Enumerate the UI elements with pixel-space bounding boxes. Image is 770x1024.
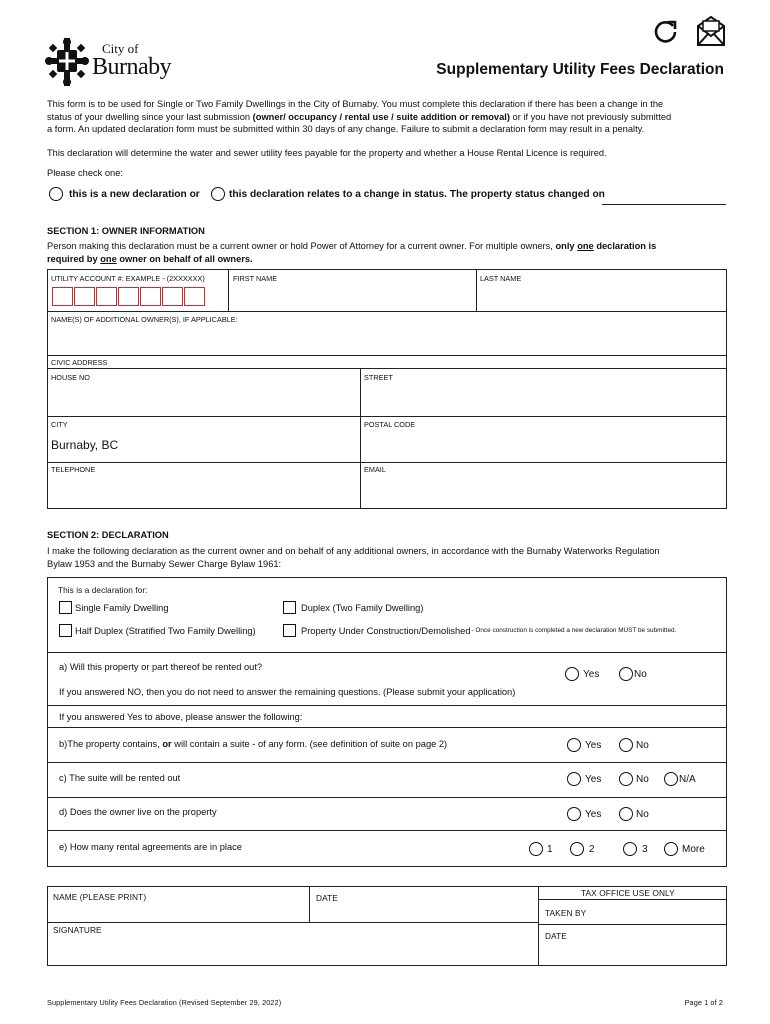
footer-page-number: Page 1 of 2 — [684, 998, 723, 1007]
single-family-checkbox[interactable] — [59, 601, 72, 614]
single-family-option[interactable] — [59, 601, 169, 614]
postal-code-field[interactable] — [363, 431, 723, 460]
logo-burnaby: Burnaby — [92, 54, 172, 80]
divider — [47, 797, 727, 798]
additional-owners-field[interactable] — [50, 326, 724, 353]
question-d: d) Does the owner live on the property — [59, 807, 217, 817]
q-c-no-radio[interactable] — [619, 772, 633, 786]
q-d-yes-radio[interactable] — [567, 807, 581, 821]
section1-note-only: only — [555, 241, 575, 251]
construction-label: Property Under Construction/Demolished — [301, 625, 471, 636]
footer-form-name: Supplementary Utility Fees Declaration (Revised September 29, 2022) — [47, 998, 282, 1007]
divider — [47, 416, 727, 417]
half-duplex-label: Half Duplex (Stratified Two Family Dwelling) — [75, 625, 256, 636]
q-e-2-radio[interactable] — [570, 842, 584, 856]
q-d-yes-label: Yes — [585, 808, 602, 820]
taken-by-label: TAKEN BY — [545, 908, 587, 918]
email-icon — [694, 14, 728, 48]
change-status-label: this declaration relates to a change in status. The property status changed on — [229, 188, 605, 200]
section1-note-line-1 — [47, 240, 737, 253]
divider — [476, 269, 477, 311]
street-label: STREET — [364, 373, 393, 382]
question-b — [59, 738, 447, 751]
section1-note-b1: required by — [47, 253, 98, 264]
question-a: a) Will this property or part thereof be rented out? — [59, 662, 263, 672]
q-d-no-radio[interactable] — [619, 807, 633, 821]
section2-intro-line-2: Bylaw 1953 and the Burnaby Sewer Charge Bylaw 1961: — [47, 558, 282, 569]
q-b-yes[interactable] — [567, 738, 601, 752]
construction-note: - Once construction is completed a new declaration MUST be submitted. — [471, 627, 677, 634]
divider — [47, 922, 538, 923]
divider — [47, 652, 727, 653]
reload-icon — [652, 18, 680, 46]
city-field[interactable]: Burnaby, BC — [51, 438, 119, 452]
intro-paragraph-2: This declaration will determine the water and sewer utility fees payable for the property and whether a House Rental Licence is required. — [47, 148, 607, 158]
account-digit-box[interactable] — [52, 287, 73, 306]
utility-account-label: UTILITY ACCOUNT #: EXAMPLE - (2XXXXXX) — [51, 274, 205, 283]
intro-line-1: This form is to be used for Single or Two Family Dwellings in the City of Burnaby. You must complete this declaration if there has been a change in the — [47, 99, 664, 109]
account-digit-box[interactable] — [96, 287, 117, 306]
divider — [47, 355, 727, 356]
divider — [47, 830, 727, 831]
q-c-yes-radio[interactable] — [567, 772, 581, 786]
q-a-yes-label: Yes — [583, 668, 600, 680]
section1-note-a: Person making this declaration must be a current owner or hold Power of Attorney for a current owner. For multiple owners, — [47, 241, 553, 251]
section1-note-decl: declaration is — [596, 241, 657, 251]
q-d-no[interactable] — [619, 807, 649, 821]
signature-date-label: DATE — [316, 893, 338, 903]
q-e-2[interactable] — [570, 842, 595, 856]
q-e-3-radio[interactable] — [623, 842, 637, 856]
divider — [360, 368, 361, 509]
duplex-label: Duplex (Two Family Dwelling) — [301, 602, 424, 613]
city-logo — [44, 36, 174, 88]
logo-city-of: City of — [102, 41, 139, 56]
divider — [47, 705, 727, 706]
account-digit-box[interactable] — [118, 287, 139, 306]
intro-line-3: a form. An updated declaration form must be submitted within 30 days of any change. Failure to submit a declaration form may result in a penalty. — [47, 124, 645, 134]
reload-button[interactable] — [652, 18, 680, 46]
house-no-label: HOUSE NO — [51, 373, 90, 382]
q-c-na-label: N/A — [679, 773, 696, 785]
section1-note-line-2 — [47, 253, 737, 266]
yes-follow-up: If you answered Yes to above, please answer the following: — [59, 712, 303, 722]
signature-field[interactable] — [52, 936, 534, 964]
q-a-no-radio[interactable] — [619, 667, 633, 681]
last-name-label: LAST NAME — [480, 274, 522, 283]
q-e-3-label: 3 — [642, 843, 648, 855]
intro-line-2-a: status of your dwelling since your last submission — [47, 111, 251, 122]
divider — [47, 762, 727, 763]
account-digit-box[interactable] — [184, 287, 205, 306]
section2-intro-line-1: I make the following declaration as the current owner and on behalf of any additional owners, in accordance with the Burnaby Waterworks Regulation — [47, 546, 660, 556]
q-a-no-label: No — [634, 668, 647, 680]
question-b-end: will contain a suite - of any form. (see definition of suite on page 2) — [174, 739, 448, 749]
email-field[interactable] — [363, 476, 723, 506]
q-c-no-label: No — [636, 773, 649, 785]
q-d-yes[interactable] — [567, 807, 601, 821]
change-status-radio[interactable] — [211, 187, 225, 201]
intro-line-2 — [47, 111, 737, 124]
signature-date-field[interactable] — [313, 904, 535, 920]
account-digit-box[interactable] — [162, 287, 183, 306]
new-declaration-option[interactable] — [49, 187, 200, 201]
divider — [538, 924, 727, 925]
q-c-na[interactable] — [664, 772, 696, 786]
intro-line-2-bold: (owner/ occupancy / rental use / suite addition or removal) — [252, 111, 510, 122]
page-title: Supplementary Utility Fees Declaration — [436, 61, 724, 78]
last-name-field[interactable] — [480, 285, 724, 309]
divider — [309, 886, 310, 922]
q-a-no[interactable] — [619, 667, 647, 681]
q-c-yes[interactable] — [567, 772, 601, 786]
intro-line-2-end: or if you have not previously submitted — [512, 111, 672, 122]
q-c-na-radio[interactable] — [664, 772, 678, 786]
q-d-no-label: No — [636, 808, 649, 820]
telephone-field[interactable] — [50, 476, 356, 506]
q-e-more-label: More — [682, 843, 705, 855]
section1-note-one: one — [577, 241, 594, 251]
divider — [47, 368, 727, 369]
snowflake-logo-icon — [44, 36, 90, 88]
divider — [47, 727, 727, 728]
q-c-no[interactable] — [619, 772, 649, 786]
duplex-option[interactable] — [283, 601, 423, 614]
new-declaration-radio[interactable] — [49, 187, 63, 201]
status-change-date-field[interactable] — [602, 204, 726, 205]
question-c: c) The suite will be rented out — [59, 773, 181, 783]
q-e-1-radio[interactable] — [529, 842, 543, 856]
half-duplex-option[interactable] — [59, 624, 256, 637]
divider — [47, 462, 727, 463]
single-family-label: Single Family Dwelling — [75, 602, 169, 613]
tax-date-label: DATE — [545, 931, 567, 941]
q-b-yes-label: Yes — [585, 739, 602, 751]
q-e-2-label: 2 — [589, 843, 595, 855]
check-one-label: Please check one: — [47, 168, 123, 178]
account-digit-box[interactable] — [74, 287, 95, 306]
section2-title: SECTION 2: DECLARATION — [47, 530, 169, 540]
half-duplex-checkbox[interactable] — [59, 624, 72, 637]
tax-office-label: TAX OFFICE USE ONLY — [581, 888, 675, 898]
q-b-no-radio[interactable] — [619, 738, 633, 752]
divider — [538, 899, 727, 900]
q-c-yes-label: Yes — [585, 773, 602, 785]
divider — [47, 311, 727, 312]
q-b-no-label: No — [636, 739, 649, 751]
question-a-note: If you answered NO, then you do not need to answer the remaining questions. (Please submit your application) — [59, 687, 516, 697]
question-b-start: b)The property contains, — [59, 739, 160, 749]
intro-paragraph — [47, 98, 737, 136]
q-e-more[interactable] — [664, 842, 705, 856]
utility-account-input[interactable] — [52, 287, 206, 306]
divider — [538, 886, 539, 966]
additional-owners-label: NAME(S) OF ADDITIONAL OWNER(S), IF APPLICABLE: — [51, 315, 238, 324]
declaration-for-label: This is a declaration for: — [58, 586, 148, 595]
section1-note — [47, 240, 737, 265]
section2-intro — [47, 545, 737, 570]
duplex-checkbox[interactable] — [283, 601, 296, 614]
question-e: e) How many rental agreements are in place — [59, 842, 242, 852]
construction-option[interactable] — [283, 624, 676, 637]
question-b-or: or — [162, 739, 172, 749]
section1-note-b2: owner on behalf of all owners. — [119, 253, 253, 264]
q-a-yes[interactable] — [565, 667, 599, 681]
q-a-yes-radio[interactable] — [565, 667, 579, 681]
new-declaration-label: this is a new declaration or — [69, 188, 200, 200]
email-button[interactable] — [694, 14, 728, 48]
q-b-yes-radio[interactable] — [567, 738, 581, 752]
email-label: EMAIL — [364, 465, 386, 474]
city-label: CITY — [51, 420, 68, 429]
account-digit-box[interactable] — [140, 287, 161, 306]
q-e-1[interactable] — [529, 842, 553, 856]
telephone-label: TELEPHONE — [51, 465, 96, 474]
section1-title: SECTION 1: OWNER INFORMATION — [47, 226, 205, 236]
construction-checkbox[interactable] — [283, 624, 296, 637]
signature-label: SIGNATURE — [53, 925, 102, 935]
q-e-3[interactable] — [623, 842, 648, 856]
divider — [228, 269, 229, 311]
civic-address-label: CIVIC ADDRESS — [51, 358, 108, 367]
print-name-label: NAME (PLEASE PRINT) — [53, 892, 147, 902]
q-e-1-label: 1 — [547, 843, 553, 855]
section1-note-b-one: one — [100, 253, 117, 264]
change-status-option[interactable] — [211, 187, 605, 201]
street-field[interactable] — [363, 384, 723, 414]
first-name-label: FIRST NAME — [233, 274, 278, 283]
print-name-field[interactable] — [52, 903, 306, 920]
q-b-no[interactable] — [619, 738, 649, 752]
house-no-field[interactable] — [50, 384, 356, 414]
postal-code-label: POSTAL CODE — [364, 420, 416, 429]
first-name-field[interactable] — [232, 285, 472, 309]
q-e-more-radio[interactable] — [664, 842, 678, 856]
